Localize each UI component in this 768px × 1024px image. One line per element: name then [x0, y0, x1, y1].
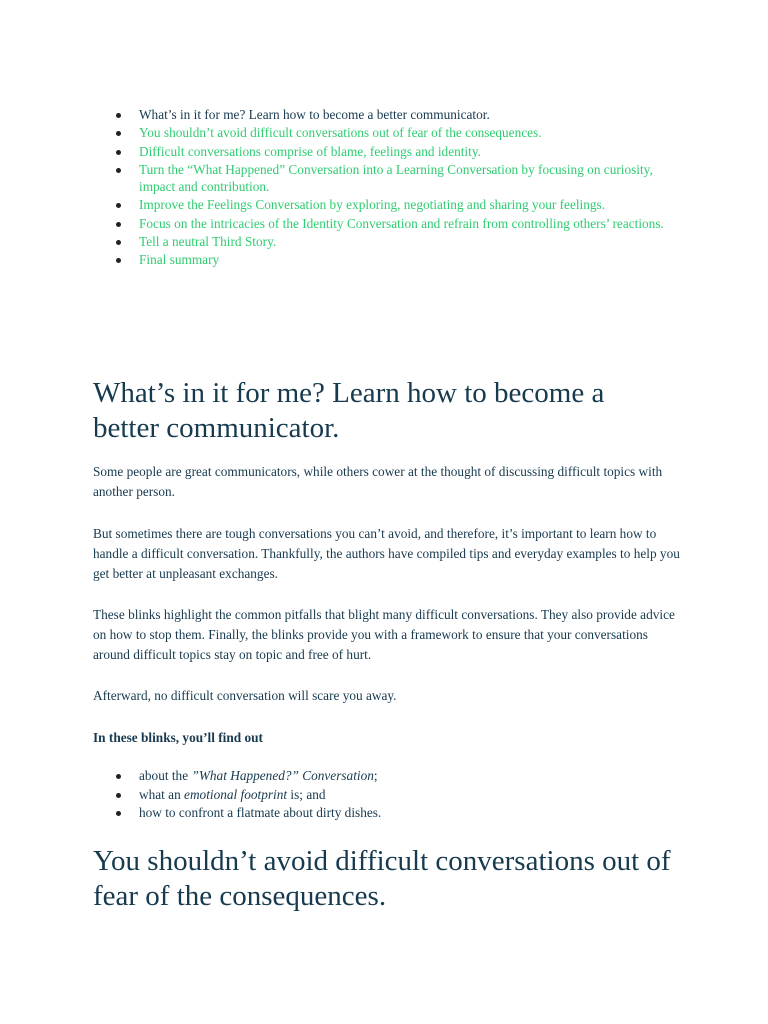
findout-emphasis: emotional footprint: [184, 786, 288, 802]
findout-text: about the: [139, 768, 192, 783]
toc-item[interactable]: Tell a neutral Third Story.: [139, 233, 679, 250]
findout-item: [139, 786, 679, 805]
findout-text: what an: [139, 786, 185, 802]
body-paragraph: Some people are great communicators, while others cower at the thought of discussing difficult topics with another person.: [93, 464, 663, 499]
findout-item: [139, 767, 679, 786]
body-paragraph: But sometimes there are tough conversations you can’t avoid, and therefore, it’s important to learn how to handle a difficult conversation. Thankfully, the authors have compiled tips and everyday examples to help you get better at unpleasant exchanges.: [93, 526, 680, 581]
toc-item[interactable]: You shouldn’t avoid difficult conversations out of fear of the consequences.: [139, 124, 679, 141]
findout-text: how to confront a flatmate about dirty dishes.: [139, 805, 382, 820]
findout-label: In these blinks, you’ll find out: [93, 730, 263, 745]
toc-item[interactable]: Turn the “What Happened” Conversation into a Learning Conversation by focusing on curiosity, impact and contribution.: [139, 161, 679, 196]
findout-text: is; and: [287, 786, 326, 802]
toc-item[interactable]: Focus on the intricacies of the Identity Conversation and refrain from controlling others’ reactions.: [139, 215, 679, 232]
body-paragraph: Afterward, no difficult conversation will scare you away.: [93, 688, 397, 703]
toc-item[interactable]: Improve the Feelings Conversation by exploring, negotiating and sharing your feelings.: [139, 196, 679, 213]
body-paragraph: These blinks highlight the common pitfalls that blight many difficult conversations. They also provide advice on how to stop them. Finally, the blinks provide you with a framework to ensure that your conversations around difficult topics stay on topic and free of hurt.: [93, 607, 675, 662]
toc-item[interactable]: Difficult conversations comprise of blame, feelings and identity.: [139, 143, 679, 160]
toc-item[interactable]: Final summary: [139, 251, 679, 268]
section-heading: You shouldn’t avoid difficult conversations out of fear of the consequences.: [93, 845, 671, 912]
findout-text: ;: [373, 768, 378, 783]
findout-item: [139, 804, 679, 823]
toc-item[interactable]: What’s in it for me? Learn how to become a better communicator.: [139, 106, 679, 123]
table-of-contents: [93, 106, 679, 270]
findout-emphasis: ”What Happened?” Conversation: [191, 768, 374, 783]
section-heading: What’s in it for me? Learn how to become a better communicator.: [93, 377, 605, 444]
findout-list: [93, 767, 679, 823]
